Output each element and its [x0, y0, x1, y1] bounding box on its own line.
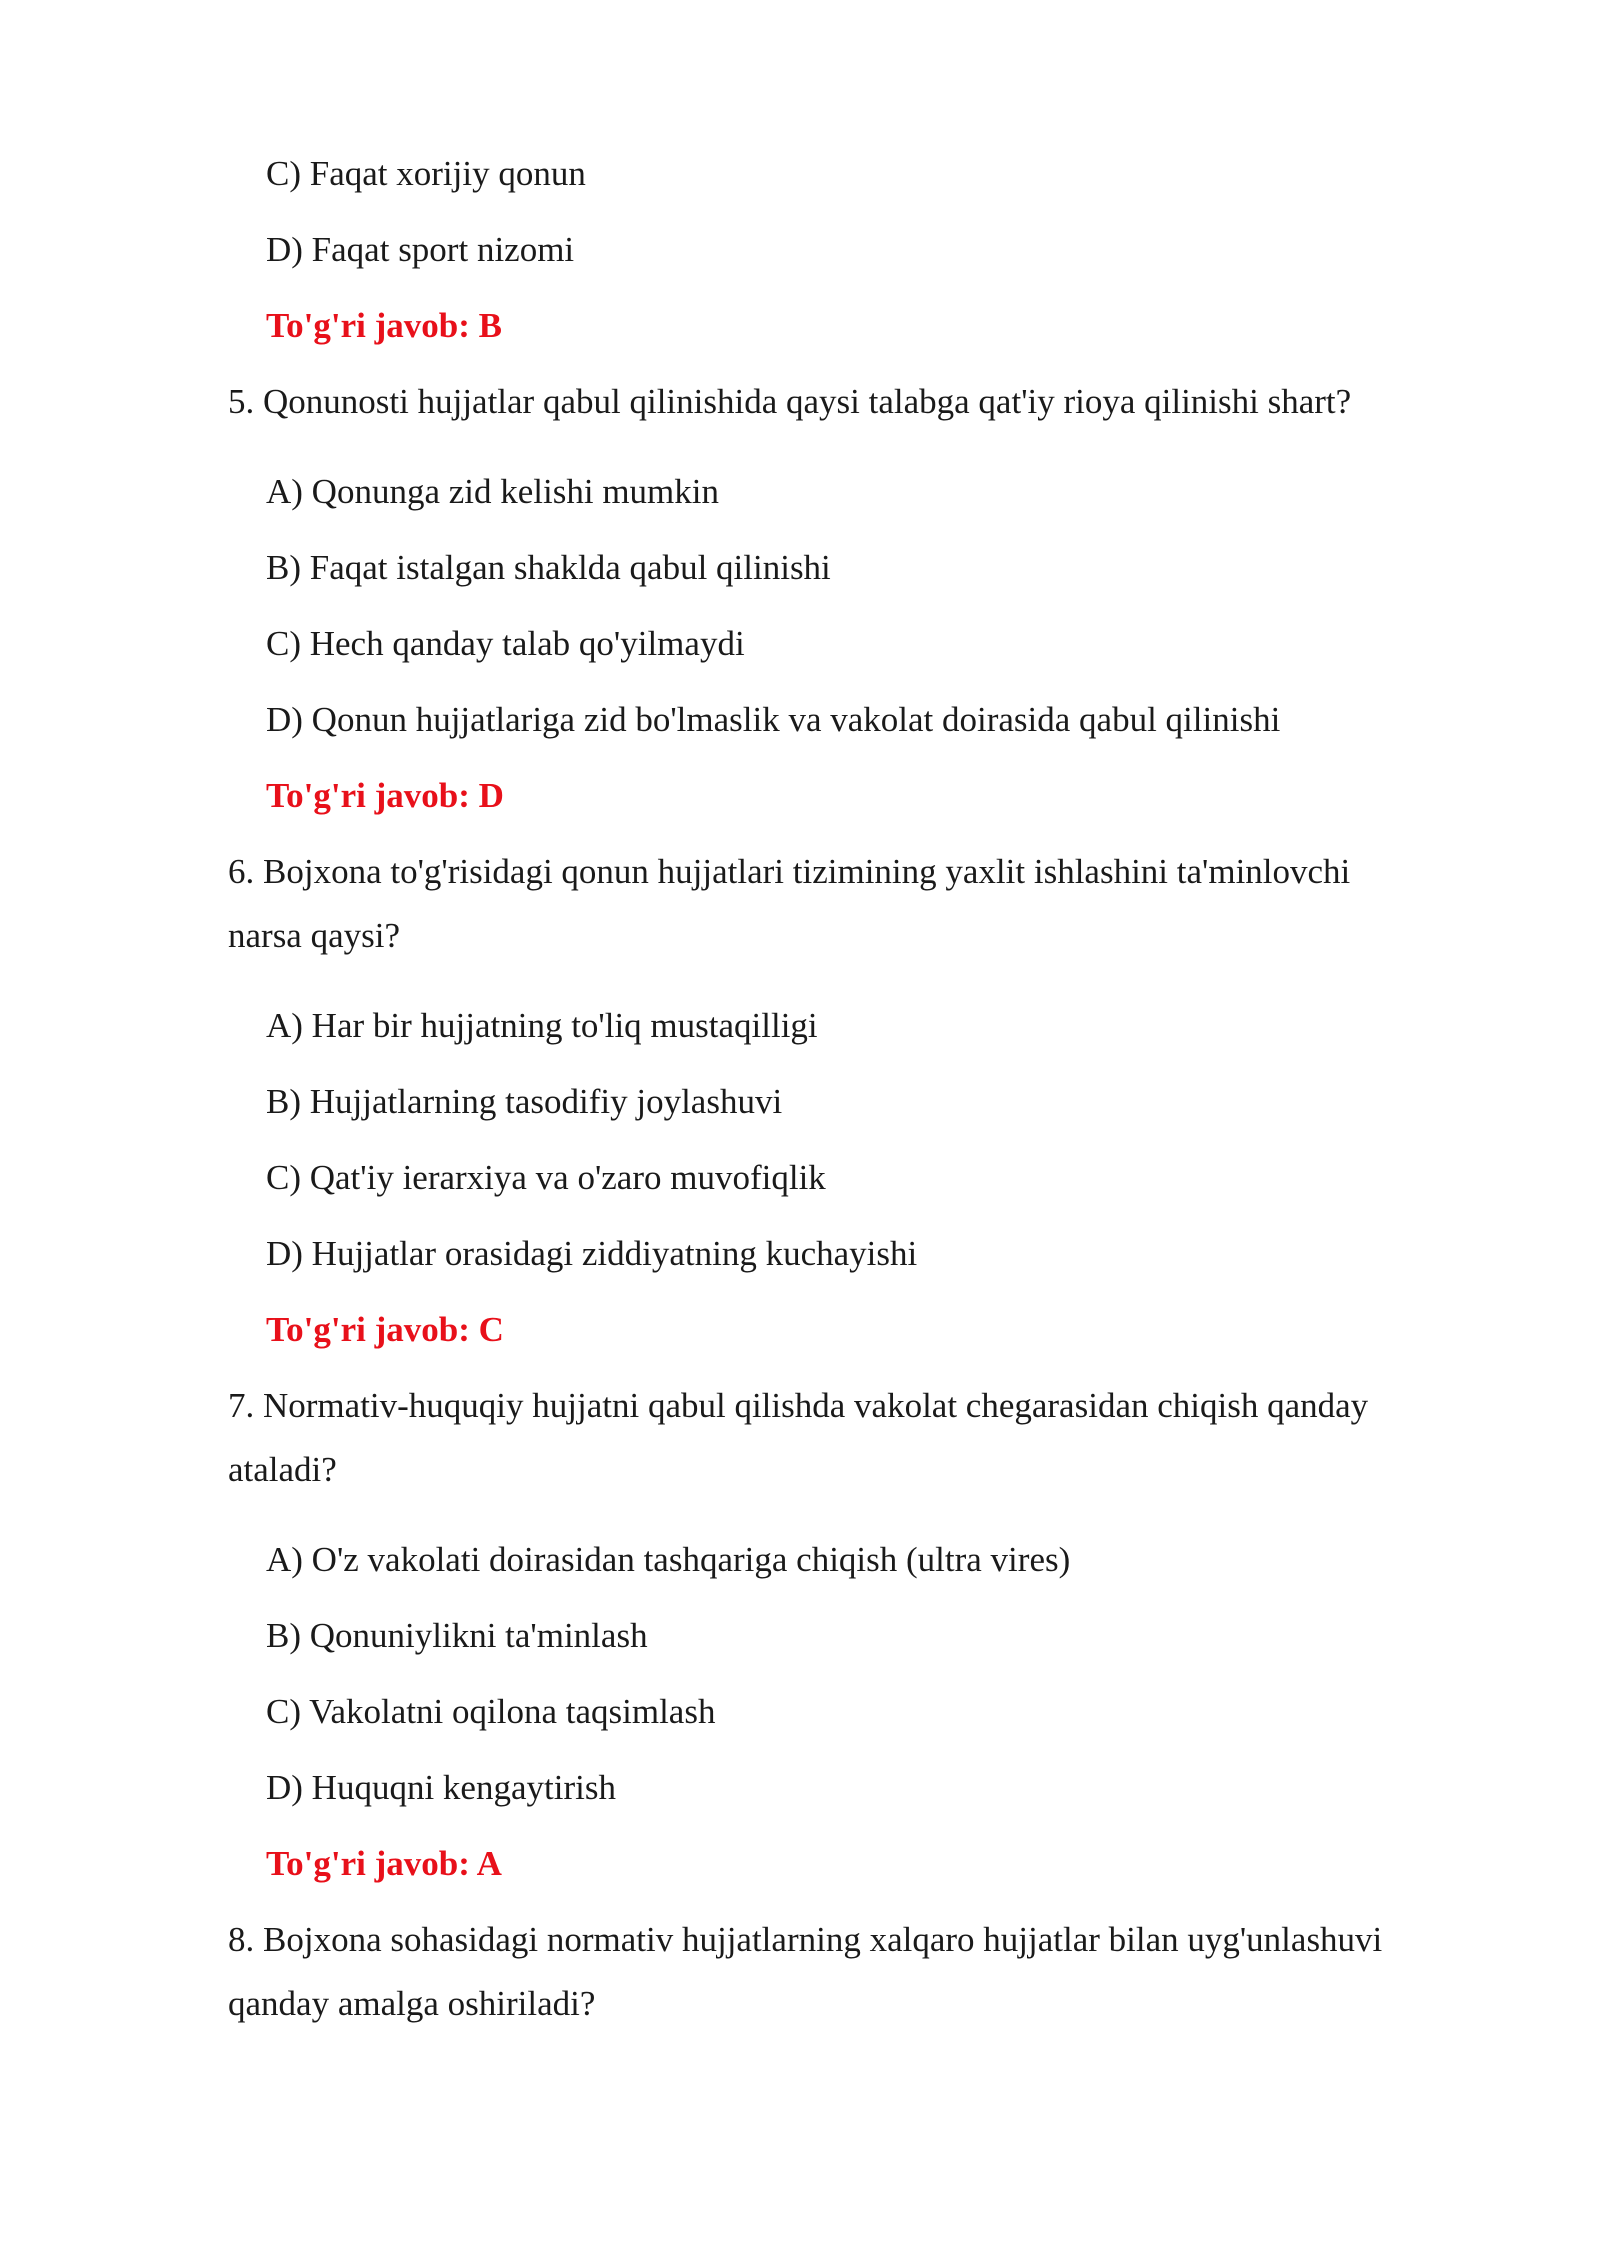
- option-b-q5: B) Faqat istalgan shaklda qabul qilinishi: [266, 548, 831, 587]
- question-7-line-1: 7. Normativ-huquqiy hujjatni qabul qilishda vakolat chegarasidan chiqish qanday: [228, 1386, 1369, 1425]
- option-b-q7: B) Qonuniylikni ta'minlash: [266, 1616, 648, 1655]
- question-7-line-2: ataladi?: [228, 1450, 337, 1489]
- option-c-q7: C) Vakolatni oqilona taqsimlash: [266, 1692, 716, 1731]
- question-5: 5. Qonunosti hujjatlar qabul qilinishida qaysi talabga qat'iy rioya qilinishi shart?: [228, 382, 1352, 421]
- option-a-q6: A) Har bir hujjatning to'liq mustaqilligi: [266, 1006, 818, 1045]
- question-8-line-2: qanday amalga oshiriladi?: [228, 1984, 596, 2023]
- option-d-q7: D) Huquqni kengaytirish: [266, 1768, 616, 1807]
- option-b-q6: B) Hujjatlarning tasodifiy joylashuvi: [266, 1082, 783, 1121]
- question-6-line-2: narsa qaysi?: [228, 916, 401, 955]
- option-a-q5: A) Qonunga zid kelishi mumkin: [266, 472, 720, 511]
- option-c-q5: C) Hech qanday talab qo'yilmaydi: [266, 624, 745, 663]
- question-6-line-1: 6. Bojxona to'g'risidagi qonun hujjatlari tizimining yaxlit ishlashini ta'minlovchi: [228, 852, 1351, 891]
- answer-q4: To'g'ri javob: B: [266, 306, 502, 345]
- option-d-q4: D) Faqat sport nizomi: [266, 230, 575, 269]
- answer-q7: To'g'ri javob: A: [266, 1844, 502, 1883]
- option-c-q4: C) Faqat xorijiy qonun: [266, 154, 586, 193]
- option-d-q6: D) Hujjatlar orasidagi ziddiyatning kuchayishi: [266, 1234, 918, 1273]
- option-a-q7: A) O'z vakolati doirasidan tashqariga chiqish (ultra vires): [266, 1540, 1071, 1579]
- option-c-q6: C) Qat'iy ierarxiya va o'zaro muvofiqlik: [266, 1158, 826, 1197]
- question-8-line-1: 8. Bojxona sohasidagi normativ hujjatlarning xalqaro hujjatlar bilan uyg'unlashuvi: [228, 1920, 1383, 1959]
- answer-q6: To'g'ri javob: C: [266, 1310, 504, 1349]
- option-d-q5: D) Qonun hujjatlariga zid bo'lmaslik va vakolat doirasida qabul qilinishi: [266, 700, 1281, 739]
- answer-q5: To'g'ri javob: D: [266, 776, 504, 815]
